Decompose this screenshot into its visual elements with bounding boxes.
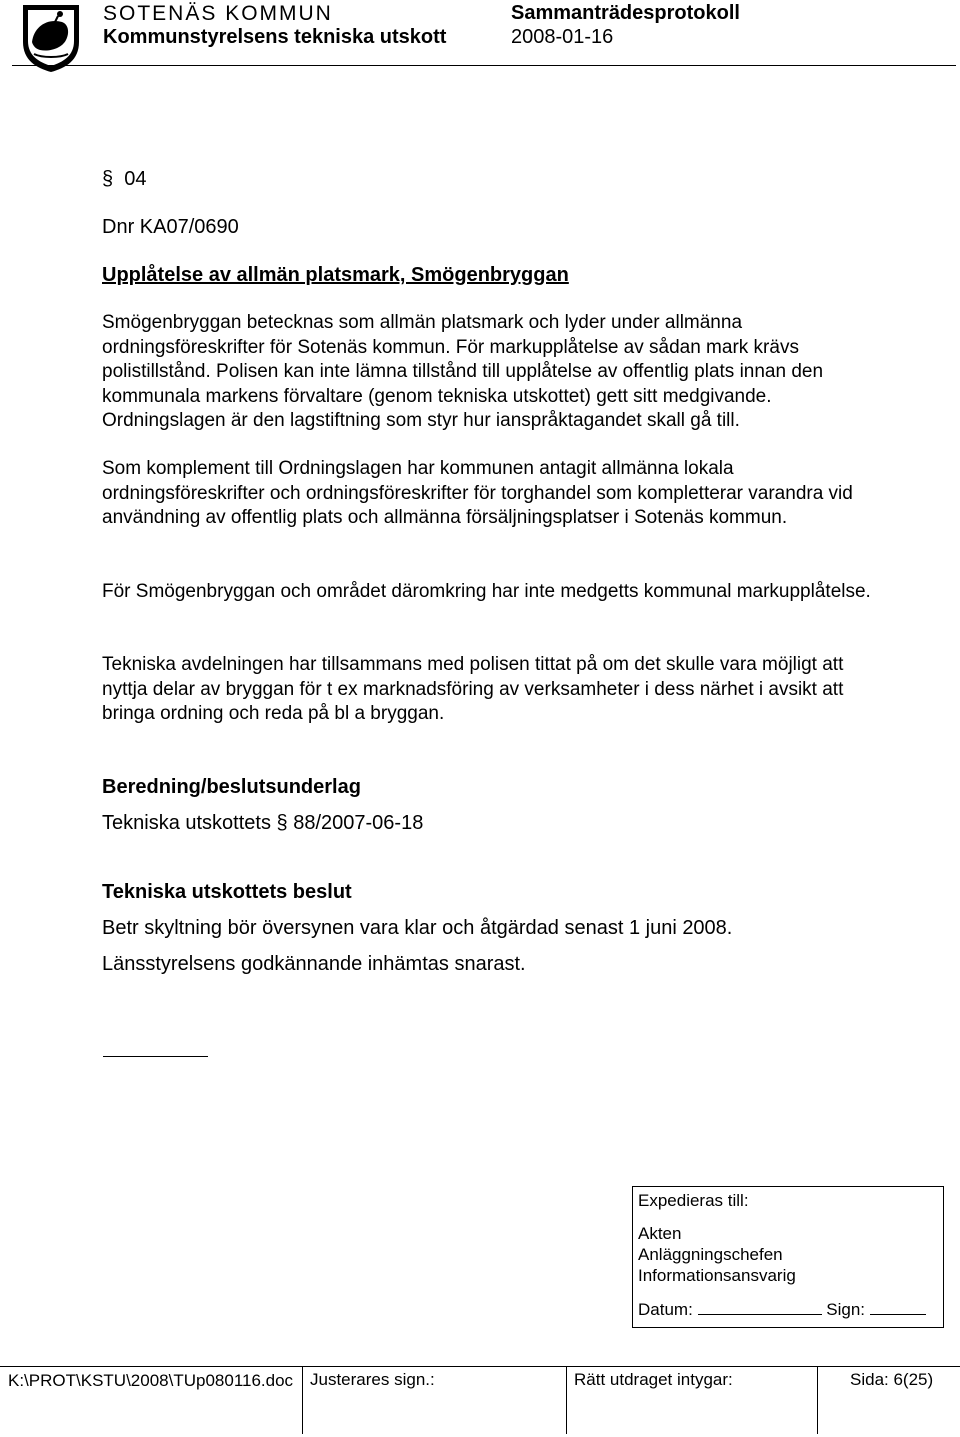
footer-justify-label: Justerares sign.: [310, 1370, 435, 1389]
diary-number: Dnr KA07/0690 [102, 216, 239, 238]
dispatch-box [632, 1186, 944, 1328]
dispatch-sign-blank [870, 1300, 926, 1315]
basis-reference-number: 88/2007-06-18 [293, 812, 424, 834]
basis-heading: Beredning/beslutsunderlag [102, 776, 361, 798]
decision-line-2: Länsstyrelsens godkännande inhämtas snarast. [102, 953, 526, 975]
footer-divider [817, 1367, 818, 1434]
dispatch-recipient: Akten [638, 1224, 682, 1243]
short-divider [103, 1056, 208, 1057]
section-sign-icon: § [276, 812, 288, 834]
dispatch-recipient: Informationsansvarig [638, 1266, 796, 1285]
dispatch-heading: Expedieras till: [638, 1191, 749, 1210]
footer-file-path: K:\PROT\KSTU\2008\TUp080116.doc [8, 1371, 294, 1390]
body-paragraph-2: Som komplement till Ordningslagen har kommunen antagit allmänna lokala ordningsföreskrifter och ordningsföreskrifter för torghandel som kompletterar varandra vid användning av offentlig plats och allmänna försäljningsplatser i Sotenäs kommun. [102, 458, 853, 528]
header-divider [12, 65, 956, 66]
footer-divider [566, 1367, 567, 1434]
dispatch-signoff [638, 1300, 926, 1320]
paragraph-number-value: 04 [124, 168, 147, 190]
basis-reference-prefix: Tekniska utskottets [102, 812, 271, 834]
document-type: Sammanträdesprotokoll [511, 2, 740, 24]
meeting-date: 2008-01-16 [511, 26, 614, 48]
decision-line-1: Betr skyltning bör översynen vara klar och åtgärdad senast 1 juni 2008. [102, 917, 733, 939]
dispatch-date-blank [698, 1300, 822, 1315]
basis-reference [102, 812, 423, 835]
footer-certified-label: Rätt utdraget intygar: [574, 1370, 733, 1389]
body-paragraph-3: För Smögenbryggan och området däromkring har inte medgetts kommunal markupplåtelse. [102, 581, 871, 602]
page-footer [0, 1366, 960, 1434]
paragraph-number [102, 168, 147, 191]
dispatch-recipient: Anläggningschefen [638, 1245, 783, 1264]
committee-name: Kommunstyrelsens tekniska utskott [103, 26, 447, 48]
footer-page-number: Sida: 6(25) [850, 1370, 934, 1389]
decision-heading: Tekniska utskottets beslut [102, 881, 352, 903]
footer-divider [302, 1367, 303, 1434]
municipality-logo-icon [20, 2, 82, 74]
body-paragraph-1: Smögenbryggan betecknas som allmän platsmark och lyder under allmänna ordningsföreskrifter för Sotenäs kommun. För markupplåtelse av sådan mark krävs polistillstånd. Polisen kan inte lämna tillstånd till upplåtelse av offentlig plats innan den kommunala markens förvaltare (genom tekniska utskottet) gett sitt medgivande. Ordningslagen är den lagstiftning som styr hur ianspråktagandet skall gå till. [102, 312, 824, 431]
dispatch-sign-label: Sign: [826, 1300, 866, 1319]
body-paragraph-4: Tekniska avdelningen har tillsammans med polisen tittat på om det skulle vara möjligt att nyttja delar av bryggan för t ex marknadsföring av verksamheter i dess närhet i avsikt att bringa ordning och reda på bl a bryggan. [102, 654, 844, 724]
item-title: Upplåtelse av allmän platsmark, Smögenbryggan [102, 264, 569, 286]
organization-name: SOTENÄS KOMMUN [103, 2, 333, 25]
dispatch-date-label: Datum: [638, 1300, 693, 1319]
section-sign-icon: § [102, 168, 114, 190]
